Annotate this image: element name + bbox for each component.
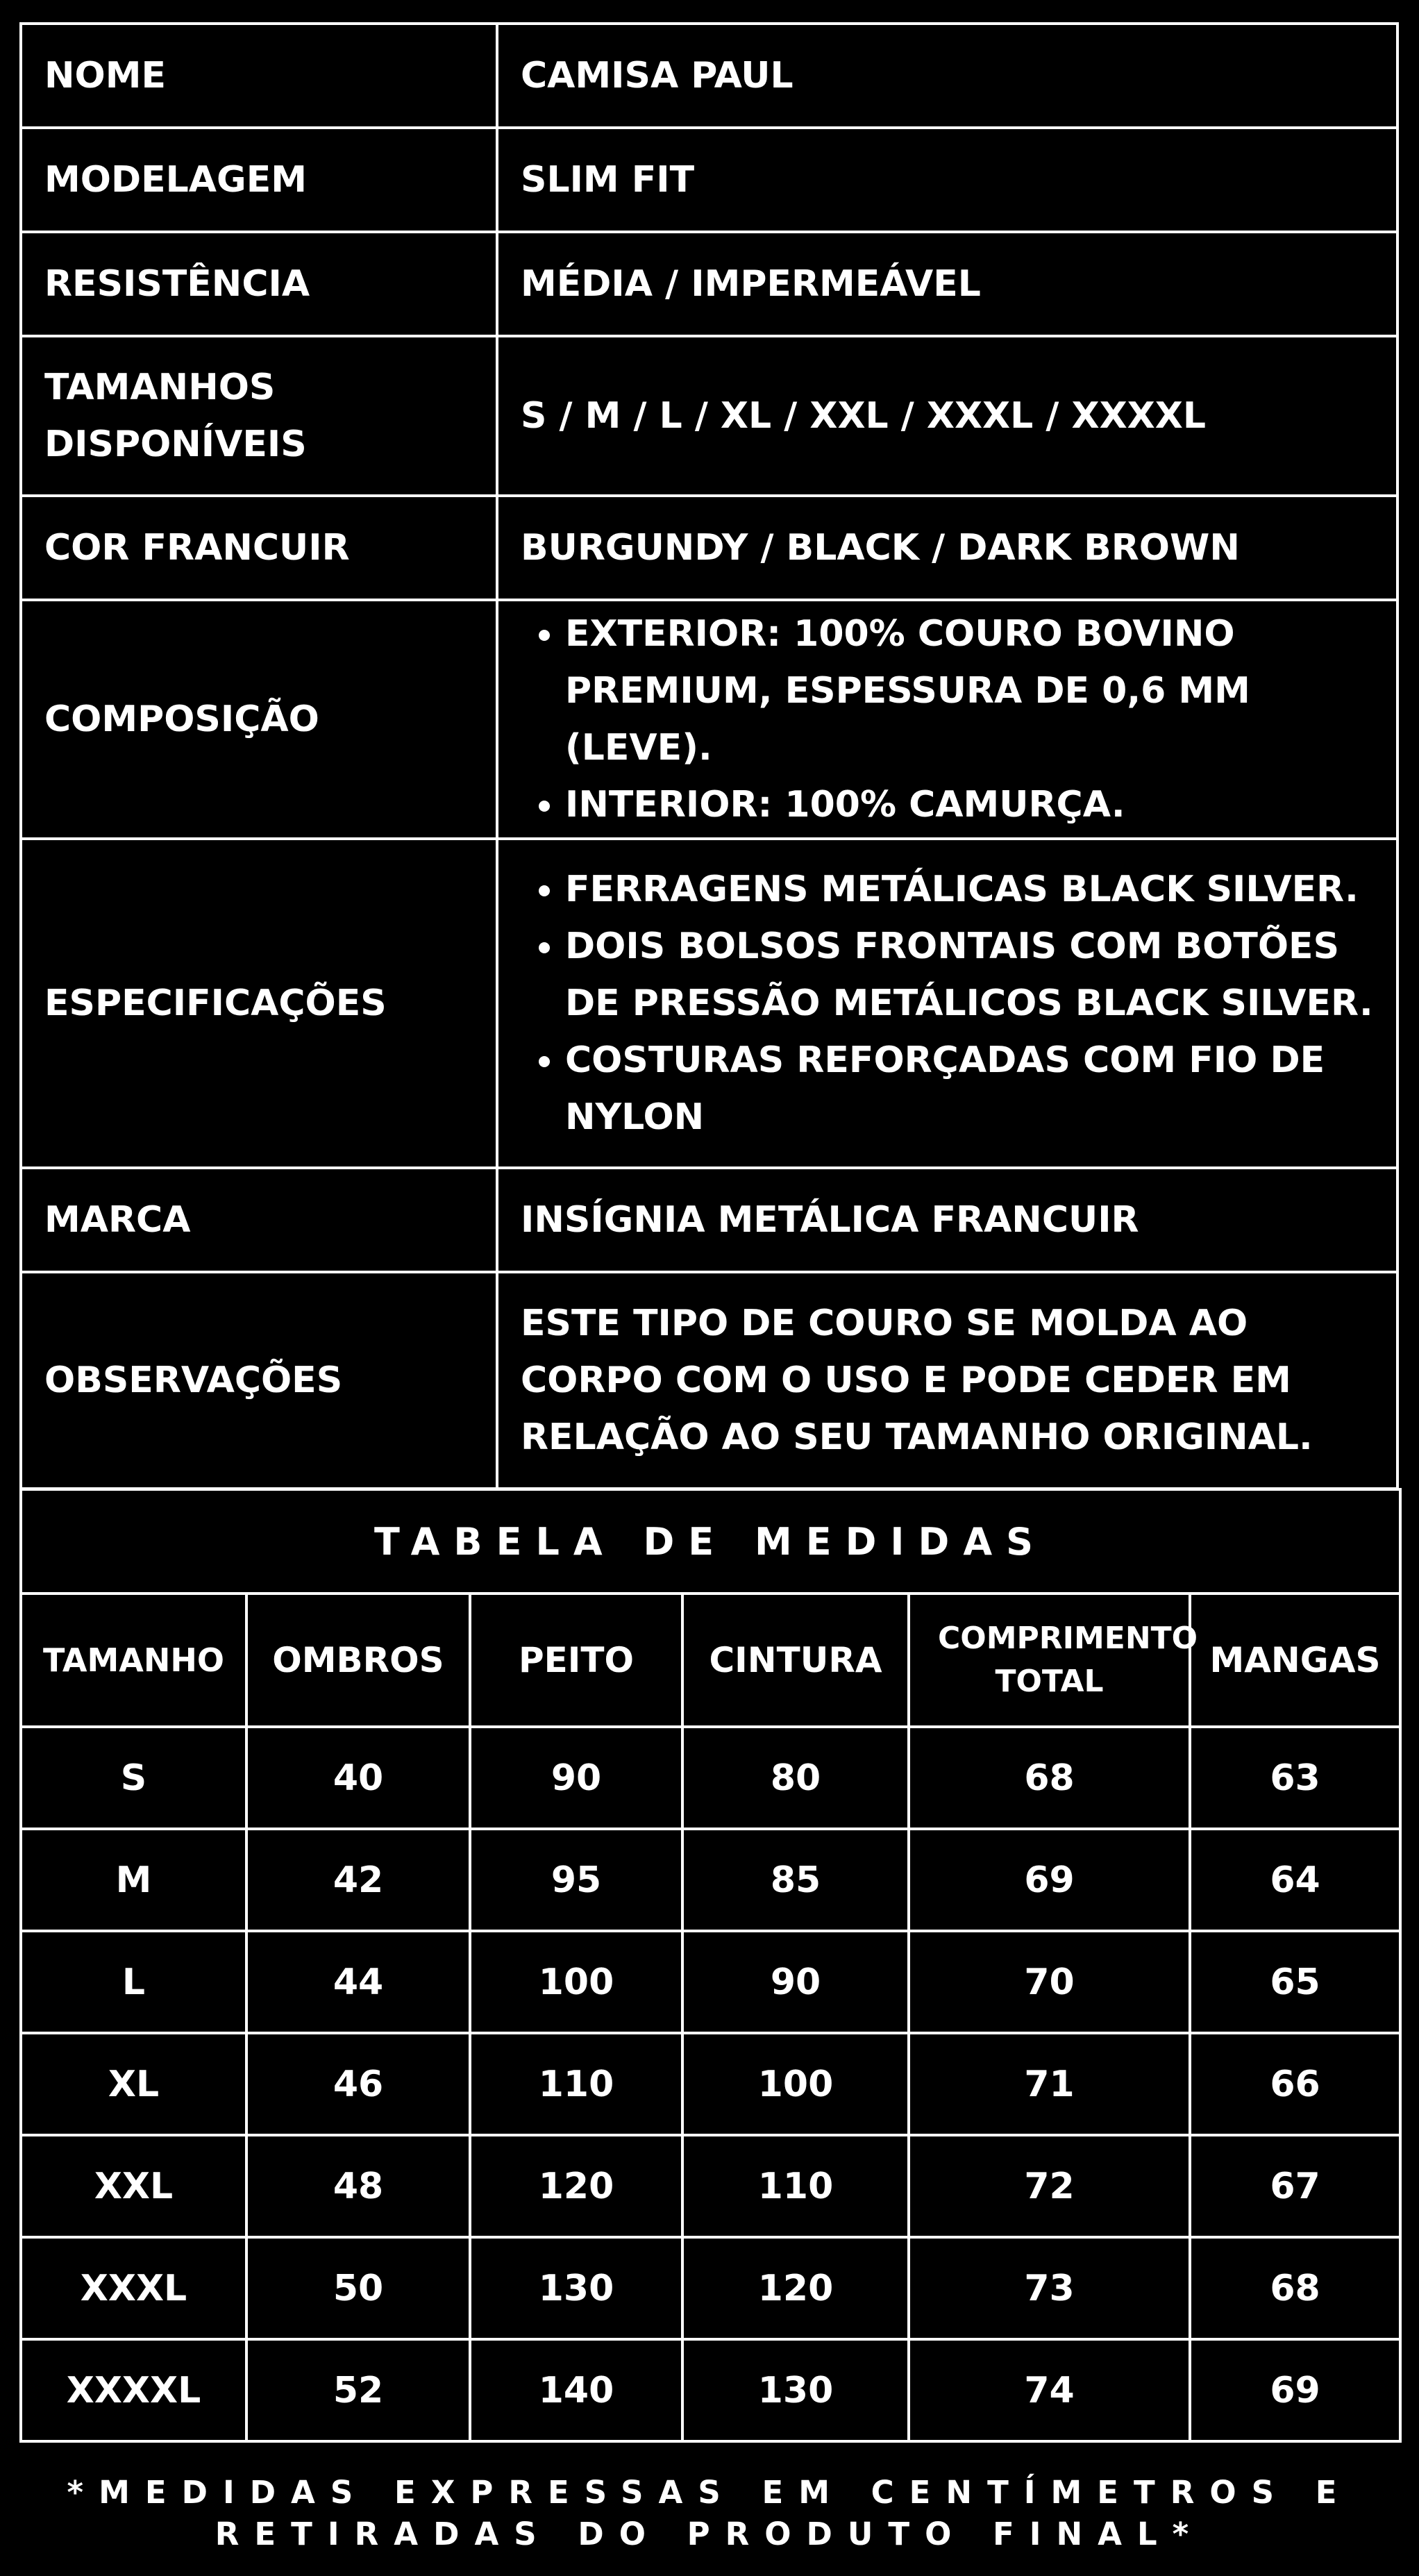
table-cell: 74 [909, 2339, 1190, 2441]
table-cell: XXL [21, 2135, 246, 2237]
table-cell: L [21, 1931, 246, 2033]
size-chart-title: TABELA DE MEDIDAS [21, 1489, 1400, 1594]
size-chart-header-row [21, 1594, 1400, 1727]
column-header: OMBROS [246, 1594, 470, 1727]
table-cell: 40 [246, 1727, 470, 1829]
list-item: • DOIS BOLSOS FRONTAIS COM BOTÕES DE PRESSÃO METÁLICOS BLACK SILVER. [565, 918, 1396, 1032]
table-cell: 46 [246, 2033, 470, 2135]
spec-value: SLIM FIT [497, 128, 1397, 232]
table-cell: 52 [246, 2339, 470, 2441]
table-cell: 73 [909, 2237, 1190, 2339]
table-row [21, 1829, 1400, 1931]
table-cell: 69 [909, 1829, 1190, 1931]
table-cell: 66 [1190, 2033, 1400, 2135]
spec-row-cor [21, 496, 1397, 600]
table-row [21, 2135, 1400, 2237]
table-cell: 100 [682, 2033, 909, 2135]
spec-value: ESTE TIPO DE COURO SE MOLDA AO CORPO COM O USO E PODE CEDER EM RELAÇÃO AO SEU TAMANHO ORIGINAL. [497, 1272, 1397, 1489]
table-cell: 80 [682, 1727, 909, 1829]
column-header: CINTURA [682, 1594, 909, 1727]
table-row [21, 1931, 1400, 2033]
spec-label: COMPOSIÇÃO [21, 600, 497, 839]
composition-list [521, 605, 1396, 833]
spec-row-tamanhos [21, 336, 1397, 496]
measurements-footnote: *MEDIDAS EXPRESSAS EM CENTÍMETROS E RETIRADAS DO PRODUTO FINAL* [67, 2474, 1352, 2552]
table-cell: 85 [682, 1829, 909, 1931]
list-item: • INTERIOR: 100% CAMURÇA. [565, 776, 1396, 833]
spec-label: MARCA [21, 1168, 497, 1272]
table-row [21, 2033, 1400, 2135]
table-cell: 95 [470, 1829, 682, 1931]
table-cell: S [21, 1727, 246, 1829]
spec-label-text: TAMANHOS DISPONÍVEIS [44, 367, 307, 465]
spec-value: BURGUNDY / BLACK / DARK BROWN [497, 496, 1397, 600]
table-cell: 120 [682, 2237, 909, 2339]
table-cell: 90 [682, 1931, 909, 2033]
table-row [21, 2339, 1400, 2441]
table-cell: 67 [1190, 2135, 1400, 2237]
table-cell: M [21, 1829, 246, 1931]
table-cell: 90 [470, 1727, 682, 1829]
spec-row-observacoes [21, 1272, 1397, 1489]
size-chart-table [19, 1488, 1402, 2443]
spec-value: INSÍGNIA METÁLICA FRANCUIR [497, 1168, 1397, 1272]
table-cell: XL [21, 2033, 246, 2135]
spec-label: MODELAGEM [21, 128, 497, 232]
table-cell: 68 [909, 1727, 1190, 1829]
spec-value-list [497, 600, 1397, 839]
table-cell: 120 [470, 2135, 682, 2237]
spec-label [21, 336, 497, 496]
table-row [21, 2237, 1400, 2339]
table-cell: 48 [246, 2135, 470, 2237]
column-header: TAMANHO [21, 1594, 246, 1727]
spec-row-resistencia [21, 232, 1397, 336]
spec-row-nome [21, 24, 1397, 128]
table-cell: 110 [470, 2033, 682, 2135]
table-cell: 44 [246, 1931, 470, 2033]
table-row [21, 1727, 1400, 1829]
product-specs-table [19, 22, 1399, 1490]
table-cell: 42 [246, 1829, 470, 1931]
spec-row-composicao [21, 600, 1397, 839]
spec-value: MÉDIA / IMPERMEÁVEL [497, 232, 1397, 336]
table-cell: XXXXL [21, 2339, 246, 2441]
table-cell: 63 [1190, 1727, 1400, 1829]
spec-label: ESPECIFICAÇÕES [21, 839, 497, 1168]
table-cell: 50 [246, 2237, 470, 2339]
spec-label: OBSERVAÇÕES [21, 1272, 497, 1489]
column-header [909, 1594, 1198, 1727]
spec-label: COR FRANCUIR [21, 496, 497, 600]
list-item: • FERRAGENS METÁLICAS BLACK SILVER. [565, 861, 1396, 918]
column-header: PEITO [470, 1594, 682, 1727]
table-cell: 69 [1190, 2339, 1400, 2441]
list-item: • COSTURAS REFORÇADAS COM FIO DE NYLON [565, 1032, 1396, 1146]
spec-value: CAMISA PAUL [497, 24, 1397, 128]
table-cell: 110 [682, 2135, 909, 2237]
table-cell: 130 [682, 2339, 909, 2441]
table-cell: 72 [909, 2135, 1190, 2237]
spec-label: NOME [21, 24, 497, 128]
table-cell: 70 [909, 1931, 1190, 2033]
table-cell: 64 [1190, 1829, 1400, 1931]
table-cell: 68 [1190, 2237, 1400, 2339]
spec-row-modelagem [21, 128, 1397, 232]
specifications-list [521, 861, 1396, 1146]
table-cell: 130 [470, 2237, 682, 2339]
table-cell: 71 [909, 2033, 1190, 2135]
table-cell: XXXL [21, 2237, 246, 2339]
list-item: • EXTERIOR: 100% COURO BOVINO PREMIUM, ESPESSURA DE 0,6 MM (LEVE). [565, 605, 1396, 776]
table-cell: 140 [470, 2339, 682, 2441]
column-header-text: COMPRIMENTO TOTAL [938, 1621, 1198, 1699]
spec-row-especificacoes [21, 839, 1397, 1168]
column-header: MANGAS [1190, 1594, 1400, 1727]
spec-value: S / M / L / XL / XXL / XXXL / XXXXL [497, 336, 1397, 496]
table-cell: 100 [470, 1931, 682, 2033]
table-cell: 65 [1190, 1931, 1400, 2033]
spec-row-marca [21, 1168, 1397, 1272]
spec-label: RESISTÊNCIA [21, 232, 497, 336]
spec-value-list [497, 839, 1397, 1168]
